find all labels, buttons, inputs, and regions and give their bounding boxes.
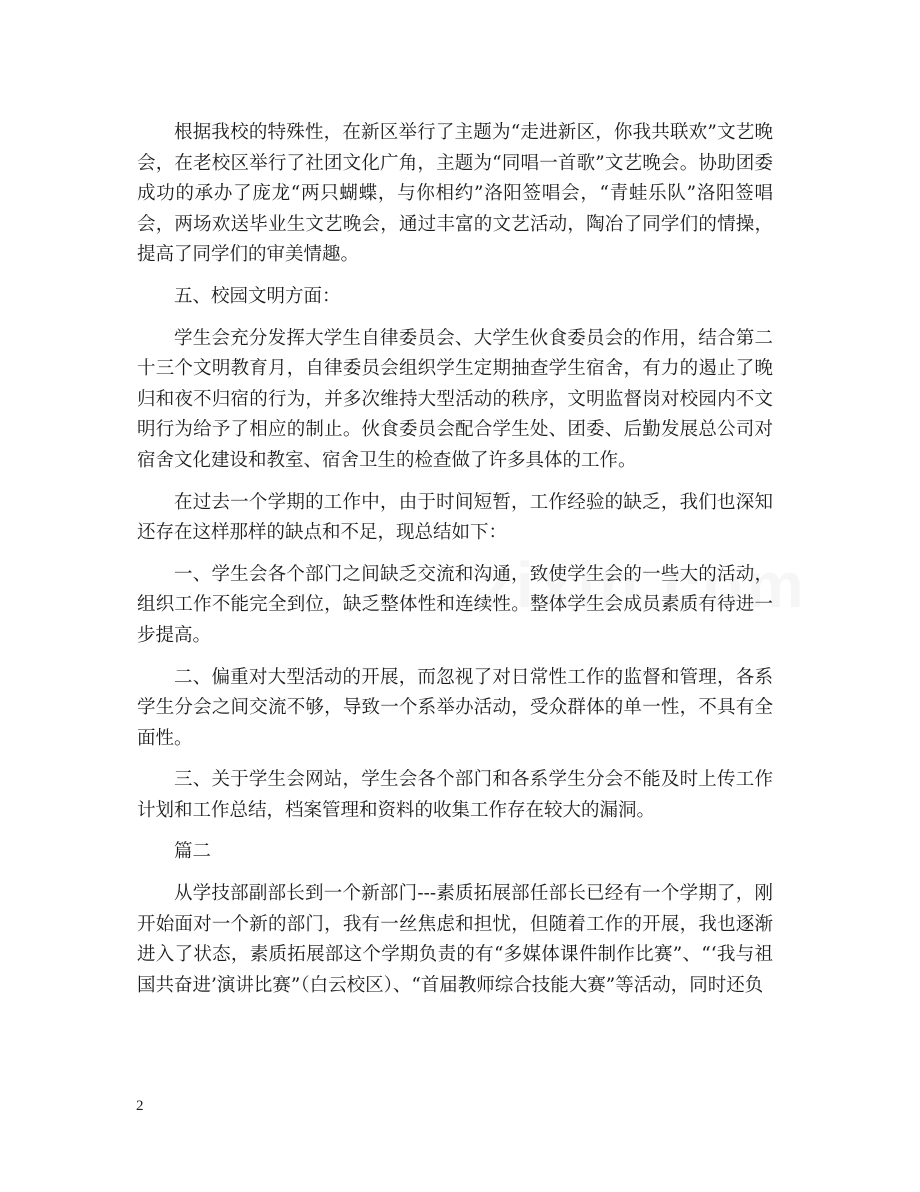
paragraph-7: 从学技部副部长到一个新部门---素质拓展部任部长已经有一个学期了，刚开始面对一个新的部门，我有一丝焦虑和担忧，但随着工作的开展，我也逐渐进入了状态，素质拓展部这个学期负责的有“多媒体课件制作比赛”、“‘我与祖国共奋进’演讲比赛”（白云校区）、“首届教师综合技能大赛”等活动，同时还负 <box>137 883 773 996</box>
paragraph-1: 根据我校的特殊性，在新区举行了主题为“走进新区，你我共联欢”文艺晚会，在老校区举行了社团文化广角，主题为“同唱一首歌”文艺晚会。协助团委成功的承办了庞龙“两只蝴蝶，与你相约”洛阳签唱会，“青蛙乐队”洛阳签唱会，两场欢送毕业生文艺晚会，通过丰富的文艺活动，陶冶了同学们的情操，提高了同学们的审美情趣。 <box>137 122 773 266</box>
section-heading-five: 五、校园文明方面： <box>174 285 341 307</box>
section-heading-part-two: 篇二 <box>174 841 212 863</box>
paragraph-4: 一、学生会各个部门之间缺乏交流和沟通，致使学生会的一些大的活动，组织工作不能完全到位，缺乏整体性和连续性。整体学生会成员素质有待进一步提高。 <box>137 563 773 646</box>
paragraph-6: 三、关于学生会网站，学生会各个部门和各系学生分会不能及时上传工作计划和工作总结，档案管理和资料的收集工作存在较大的漏洞。 <box>137 769 773 821</box>
paragraph-3: 在过去一个学期的工作中，由于时间短暂，工作经验的缺乏，我们也深知还存在这样那样的缺点和不足，现总结如下： <box>137 491 773 544</box>
paragraph-5: 二、偏重对大型活动的开展，而忽视了对日常性工作的监督和管理，各系学生分会之间交流不够，导致一个系举办活动，受众群体的单一性，不具有全面性。 <box>137 666 773 749</box>
page-number: 2 <box>136 1098 144 1114</box>
document-body <box>137 118 773 1012</box>
paragraph-2: 学生会充分发挥大学生自律委员会、大学生伙食委员会的作用，结合第二十三个文明教育月，自律委员会组织学生定期抽查学生宿舍，有力的遏止了晚归和夜不归宿的行为，并多次维持大型活动的秩序，文明监督岗对校园内不文明行为给予了相应的制止。伙食委员会配合学生处、团委、后勤发展总公司对宿舍文化建设和教室、宿舍卫生的检查做了许多具体的工作。 <box>137 327 773 471</box>
